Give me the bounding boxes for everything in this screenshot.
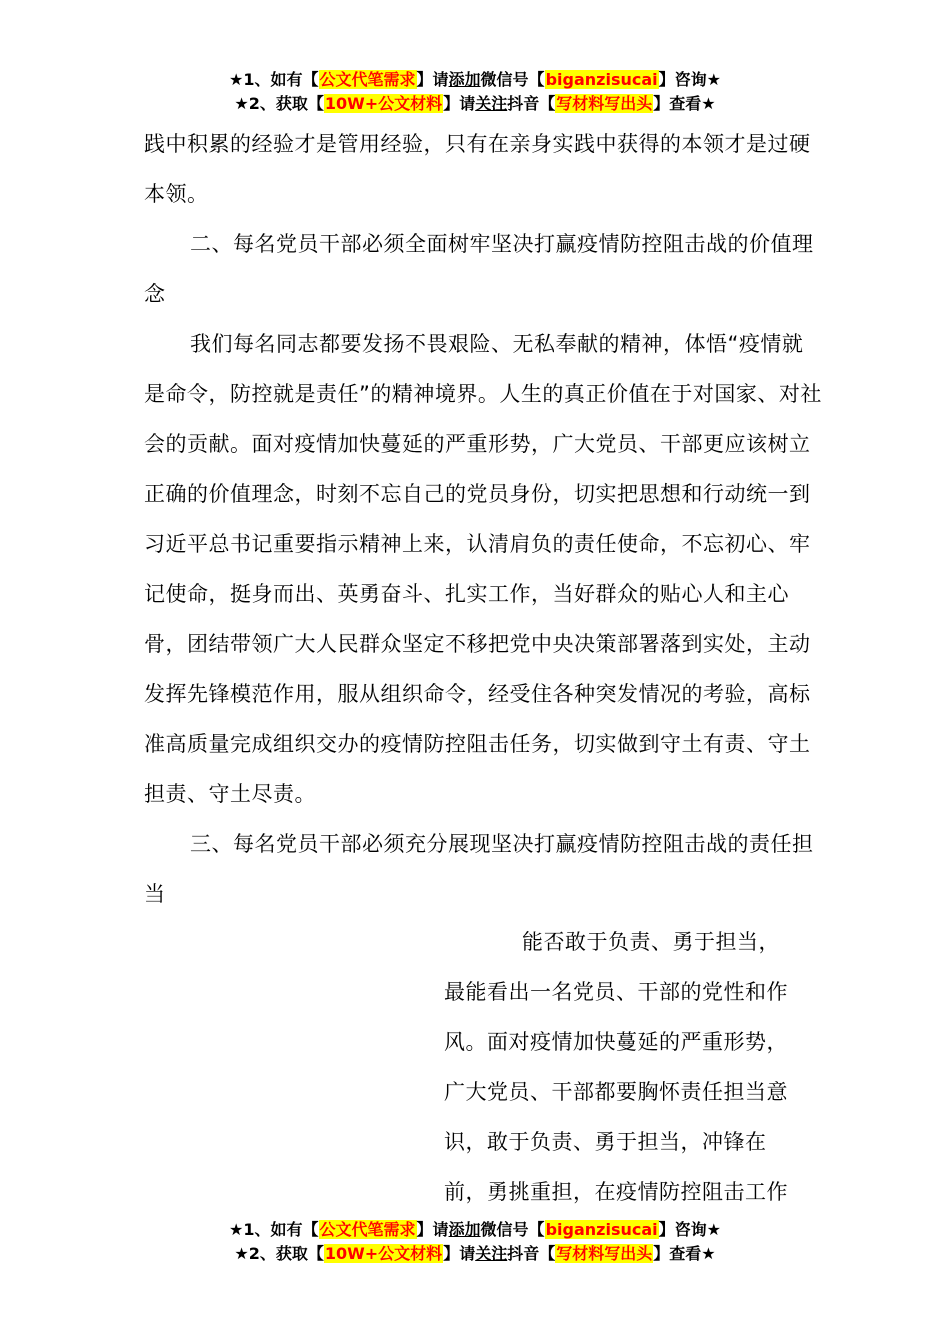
text-line: 广大党员、干部都要胸怀责任担当意 [444, 1080, 788, 1104]
banner-text: 】请 [416, 70, 449, 89]
banner-underline: 添加 [448, 1220, 481, 1239]
header-banner [0, 68, 950, 116]
banner-text: ★2、获取【 [234, 1244, 324, 1263]
banner-line-1 [0, 1218, 950, 1242]
text-line: 最能看出一名党员、干部的党性和作 [444, 980, 788, 1004]
banner-text: 微信号【 [480, 70, 545, 89]
text-line: 识，敢于负责、勇于担当，冲锋在 [444, 1130, 767, 1154]
banner-text: 】咨询★ [658, 1220, 721, 1239]
footer-banner [0, 1218, 950, 1266]
banner-line-1 [0, 68, 950, 92]
paragraph: 我们每名同志都要发扬不畏艰险、无私奉献的精神，体悟“疫情就是命令，防控就是责任”的精神境界。人生的真正价值在于对国家、对社会的贡献。面对疫情加快蔓延的严重形势，广大党员、干部更应该树立正确的价值理念，时刻不忘自己的党员身份，切实把思想和行动统一到习近平总书记重要指示精神上来，认清肩负的责任使命，不忘初心、牢记使命，挺身而出、英勇奋斗、扎实工作，当好群众的贴心人和主心骨，团结带领广大人民群众坚定不移把党中央决策部署落到实处，主动发挥先锋模范作用，服从组织命令，经受住各种突发情况的考验，高标准高质量完成组织交办的疫情防控阻击任务，切实做到守土有责、守土担责、守土尽责。 [144, 332, 822, 806]
banner-highlight: biganzisucai [545, 1220, 658, 1239]
banner-text: 】请 [443, 94, 476, 113]
banner-line-2 [0, 1242, 950, 1266]
banner-highlight: 写材料写出头 [556, 94, 653, 113]
narrow-text-block [444, 917, 814, 1217]
banner-text: 】查看★ [653, 1244, 716, 1263]
banner-text: ★2、获取【 [234, 94, 324, 113]
banner-text: ★1、如有【 [229, 1220, 319, 1239]
paragraph: 践中积累的经验才是管用经验，只有在亲身实践中获得的本领才是过硬本领。 [144, 132, 811, 206]
banner-underline: 关注 [475, 94, 508, 113]
text-line: 前，勇挑重担，在疫情防控阻击工作 [444, 1180, 788, 1204]
banner-text: 】请 [416, 1220, 449, 1239]
banner-text: 】请 [443, 1244, 476, 1263]
banner-text: 微信号【 [480, 1220, 545, 1239]
text-line: 风。面对疫情加快蔓延的严重形势， [444, 1030, 788, 1054]
banner-underline: 添加 [448, 70, 481, 89]
text-line: 能否敢于负责、勇于担当， [522, 930, 780, 954]
banner-highlight: 10W+公文材料 [324, 94, 443, 113]
banner-highlight: 写材料写出头 [556, 1244, 653, 1263]
banner-highlight: 公文代笔需求 [319, 70, 416, 89]
banner-text: 抖音【 [507, 94, 556, 113]
banner-highlight: 公文代笔需求 [319, 1220, 416, 1239]
banner-underline: 关注 [475, 1244, 508, 1263]
banner-text: 抖音【 [507, 1244, 556, 1263]
section-heading: 三、每名党员干部必须充分展现坚决打赢疫情防控阻击战的责任担当 [144, 832, 814, 906]
banner-text: 】查看★ [653, 94, 716, 113]
banner-line-2 [0, 92, 950, 116]
banner-highlight: 10W+公文材料 [324, 1244, 443, 1263]
document-body [144, 119, 824, 919]
banner-highlight: biganzisucai [545, 70, 658, 89]
section-heading: 二、每名党员干部必须全面树牢坚决打赢疫情防控阻击战的价值理念 [144, 232, 814, 306]
banner-text: 】咨询★ [658, 70, 721, 89]
banner-text: ★1、如有【 [229, 70, 319, 89]
